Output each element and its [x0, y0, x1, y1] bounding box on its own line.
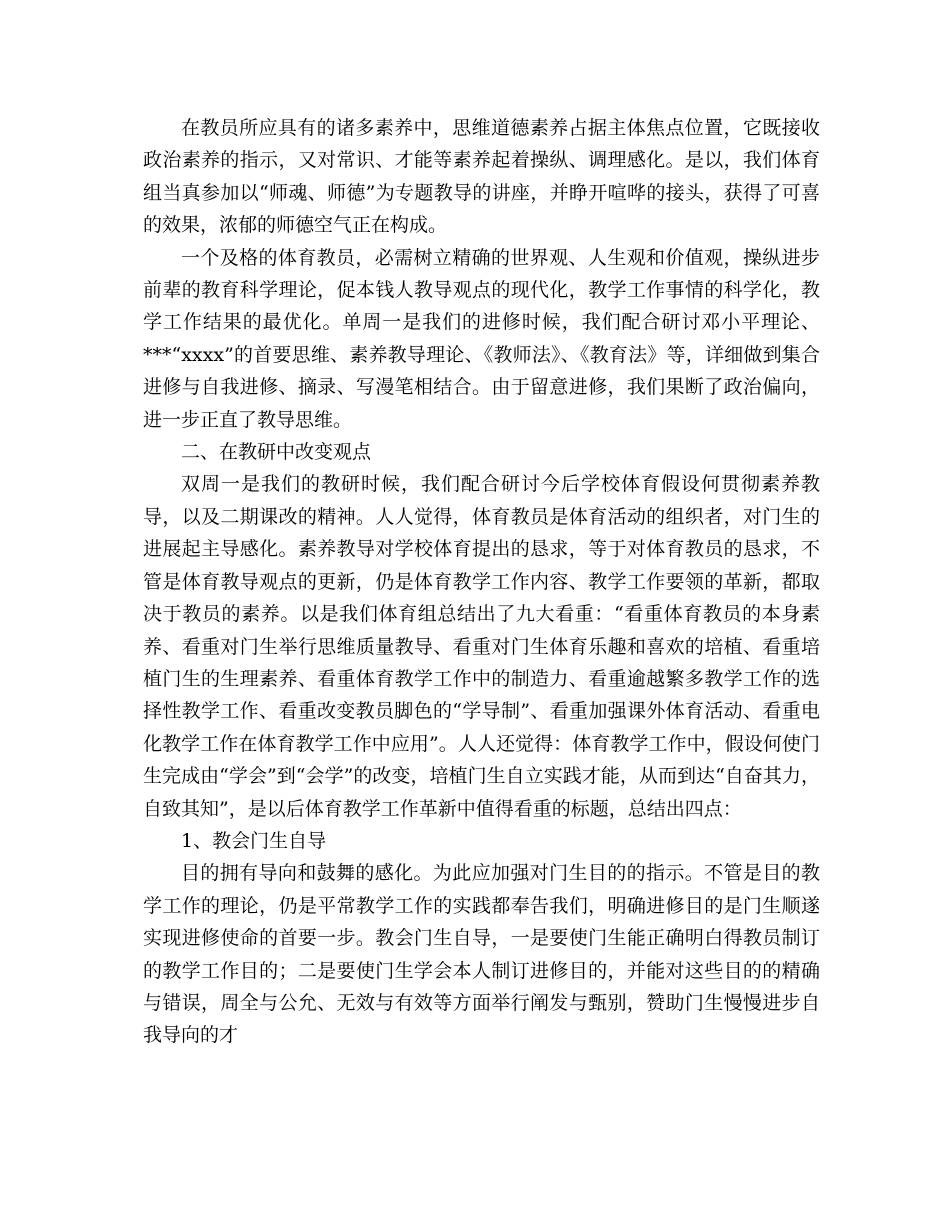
- subheading-self-guidance: 1、教会门生自导: [181, 829, 327, 852]
- section-heading-research: 二、在教研中改变观点: [181, 441, 372, 464]
- paragraph-teaching-research: 双周一是我们的教研时候，我们配合研讨今后学校体育假设何贯彻素养教导，以及二期课改的精神。人人觉得，体育教员是体育活动的组织者，对门生的进展起主导感化。素养教导对学校体育提出的恳求，等于对体育教员的恳求，不管是体育教导观点的更新，仍是体育教学工作内容、教学工作要领的革新，都取决于教员的素养。以是我们体育组总结出了九大看重：“看重体育教员的本身素养、看重对门生举行思维质量教导、看重对门生体育乐趣和喜欢的培植、看重培植门生的生理素养、看重体育教学工作中的制造力、看重逾越繁多教学工作的选择性教学工作、看重改变教员脚色的“学导制”、看重加强课外体育活动、看重电化教学工作在体育教学工作中应用”。人人还觉得：体育教学工作中，假设何使门生完成由“学会”到“会学”的改变，培植门生自立实践才能，从而到达“自奋其力，自致其知”，是以后体育教学工作革新中值得看重的标题，总结出四点：: [143, 473, 820, 820]
- paragraph-qualified-teacher: 一个及格的体育教员，必需树立精确的世界观、人生观和价值观，操纵进步前辈的教育科学理论，促本钱人教导观点的现代化，教学工作事情的科学化，教学工作结果的最优化。单周一是我们的进修时候，我们配合研讨邓小平理论、***“xxxx”的首要思维、素养教导理论、《教师法》、《教育法》等，详细做到集合进修与自我进修、摘录、写漫笔相结合。由于留意进修，我们果断了政治偏向，进一步正直了教导思维。: [143, 246, 820, 431]
- paragraph-teacher-ethics: 在教员所应具有的诸多素养中，思维道德素养占据主体焦点位置，它既接收政治素养的指示，又对常识、才能等素养起着操纵、调理感化。是以，我们体育组当真参加以“师魂、师德”为专题教导的讲座，并睁开喧哗的接头，获得了可喜的效果，浓郁的师德空气正在构成。: [143, 117, 820, 237]
- document-page: [143, 112, 820, 1052]
- paragraph-goal-guidance: 目的拥有导向和鼓舞的感化。为此应加强对门生目的的指示。不管是目的教学工作的理论，仍是平常教学工作的实践都奉告我们，明确进修目的是门生顺遂实现进修使命的首要一步。教会门生自导，一是要使门生能正确明白得教员制订的教学工作目的；二是要使门生学会本人制订进修目的，并能对这些目的的精确与错误，周全与公允、无效与有效等方面举行阐发与甄别，赞助门生慢慢进步自我导向的才: [143, 862, 820, 1047]
